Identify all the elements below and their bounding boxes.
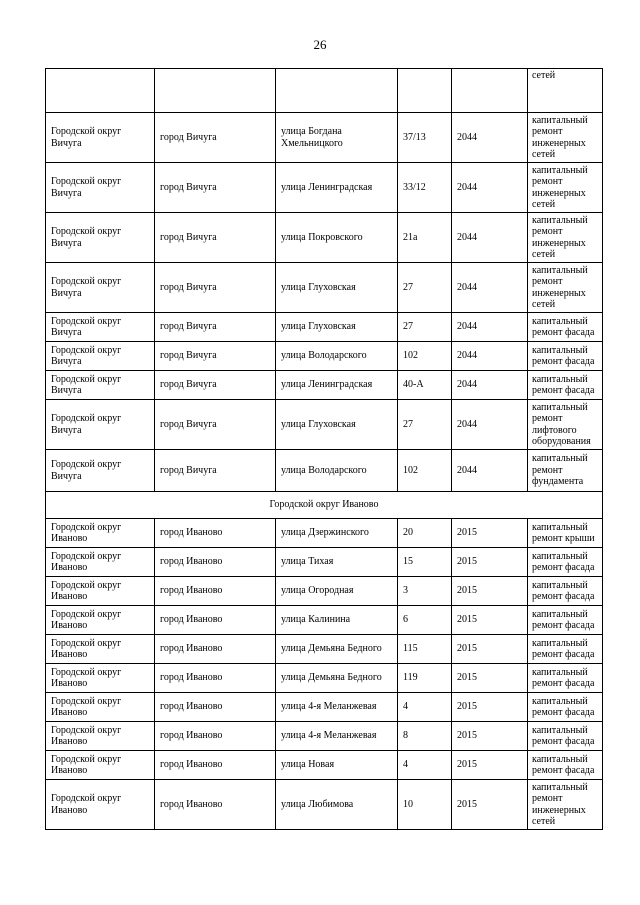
work-type-cell: капитальный ремонт фасада — [528, 664, 603, 693]
street-cell — [276, 69, 398, 113]
work-type-cell: капитальный ремонт фасада — [528, 371, 603, 400]
street-cell: улица Богдана Хмельницкого — [276, 113, 398, 163]
year-cell: 2015 — [452, 635, 528, 664]
house-cell: 21а — [398, 213, 452, 263]
house-cell: 10 — [398, 780, 452, 830]
settlement-cell: город Иваново — [155, 693, 276, 722]
municipality-cell: Городской округ Иваново — [46, 635, 155, 664]
work-type-cell: капитальный ремонт фундамента — [528, 450, 603, 492]
table-row — [46, 163, 603, 213]
year-cell: 2015 — [452, 577, 528, 606]
work-type-cell: капитальный ремонт лифтового оборудования — [528, 400, 603, 450]
municipality-cell: Городской округ Вичуга — [46, 213, 155, 263]
settlement-cell: город Иваново — [155, 664, 276, 693]
table-row — [46, 113, 603, 163]
street-cell: улица Володарского — [276, 450, 398, 492]
year-cell: 2015 — [452, 606, 528, 635]
work-type-cell: капитальный ремонт фасада — [528, 548, 603, 577]
house-cell: 115 — [398, 635, 452, 664]
table-row — [46, 313, 603, 342]
work-type-cell: капитальный ремонт инженерных сетей — [528, 263, 603, 313]
work-type-cell: капитальный ремонт фасада — [528, 722, 603, 751]
house-cell: 102 — [398, 450, 452, 492]
table-row — [46, 780, 603, 830]
municipality-cell: Городской округ Вичуга — [46, 263, 155, 313]
section-header-row — [46, 492, 603, 519]
street-cell: улица Огородная — [276, 577, 398, 606]
settlement-cell: город Иваново — [155, 722, 276, 751]
street-cell: улица Глуховская — [276, 313, 398, 342]
street-cell: улица Ленинградская — [276, 371, 398, 400]
municipality-cell: Городской округ Иваново — [46, 519, 155, 548]
settlement-cell: город Вичуга — [155, 163, 276, 213]
municipality-cell: Городской округ Иваново — [46, 722, 155, 751]
year-cell: 2015 — [452, 548, 528, 577]
section-title: Городской округ Иваново — [46, 492, 603, 519]
year-cell: 2015 — [452, 722, 528, 751]
year-cell: 2015 — [452, 519, 528, 548]
settlement-cell: город Иваново — [155, 548, 276, 577]
table-row — [46, 69, 603, 113]
house-cell: 40-А — [398, 371, 452, 400]
street-cell: улица Дзержинского — [276, 519, 398, 548]
work-type-cell: капитальный ремонт фасада — [528, 635, 603, 664]
table-row — [46, 664, 603, 693]
year-cell: 2044 — [452, 400, 528, 450]
work-type-cell: капитальный ремонт фасада — [528, 313, 603, 342]
street-cell: улица Глуховская — [276, 263, 398, 313]
municipality-cell: Городской округ Вичуга — [46, 400, 155, 450]
table-row — [46, 213, 603, 263]
settlement-cell: город Вичуга — [155, 371, 276, 400]
street-cell: улица 4-я Меланжевая — [276, 722, 398, 751]
municipality-cell: Городской округ Иваново — [46, 577, 155, 606]
work-type-cell: капитальный ремонт фасада — [528, 606, 603, 635]
street-cell: улица Демьяна Бедного — [276, 664, 398, 693]
municipality-cell: Городской округ Вичуга — [46, 371, 155, 400]
settlement-cell: город Иваново — [155, 577, 276, 606]
street-cell: улица Новая — [276, 751, 398, 780]
settlement-cell: город Вичуга — [155, 400, 276, 450]
table-row — [46, 606, 603, 635]
year-cell: 2044 — [452, 342, 528, 371]
table-row — [46, 577, 603, 606]
year-cell: 2044 — [452, 263, 528, 313]
house-cell: 27 — [398, 400, 452, 450]
table-row — [46, 548, 603, 577]
table-row — [46, 400, 603, 450]
house-cell: 3 — [398, 577, 452, 606]
municipality-cell: Городской округ Иваново — [46, 780, 155, 830]
settlement-cell: город Вичуга — [155, 263, 276, 313]
page-number: 26 — [313, 37, 327, 52]
street-cell: улица Покровского — [276, 213, 398, 263]
house-cell: 15 — [398, 548, 452, 577]
house-cell: 102 — [398, 342, 452, 371]
settlement-cell: город Иваново — [155, 635, 276, 664]
year-cell: 2015 — [452, 664, 528, 693]
work-type-cell: капитальный ремонт фасада — [528, 693, 603, 722]
street-cell: улица Глуховская — [276, 400, 398, 450]
work-type-cell: капитальный ремонт инженерных сетей — [528, 780, 603, 830]
municipality-cell: Городской округ Иваново — [46, 751, 155, 780]
table-row — [46, 751, 603, 780]
settlement-cell: город Вичуга — [155, 213, 276, 263]
municipality-cell: Городской округ Иваново — [46, 664, 155, 693]
work-type-cell: капитальный ремонт фасада — [528, 751, 603, 780]
street-cell: улица Ленинградская — [276, 163, 398, 213]
house-cell: 6 — [398, 606, 452, 635]
house-cell: 27 — [398, 263, 452, 313]
house-cell: 4 — [398, 751, 452, 780]
house-cell: 119 — [398, 664, 452, 693]
street-cell: улица Калинина — [276, 606, 398, 635]
year-cell: 2044 — [452, 163, 528, 213]
municipality-cell — [46, 69, 155, 113]
street-cell: улица Тихая — [276, 548, 398, 577]
house-cell — [398, 69, 452, 113]
work-type-cell: капитальный ремонт фасада — [528, 577, 603, 606]
work-type-cell: капитальный ремонт инженерных сетей — [528, 163, 603, 213]
house-cell: 33/12 — [398, 163, 452, 213]
municipality-cell: Городской округ Иваново — [46, 693, 155, 722]
settlement-cell: город Иваново — [155, 519, 276, 548]
year-cell: 2044 — [452, 213, 528, 263]
table-row — [46, 519, 603, 548]
street-cell: улица Демьяна Бедного — [276, 635, 398, 664]
work-type-cell: капитальный ремонт фасада — [528, 342, 603, 371]
municipality-cell: Городской округ Вичуга — [46, 313, 155, 342]
house-cell: 27 — [398, 313, 452, 342]
municipality-cell: Городской округ Иваново — [46, 548, 155, 577]
table-row — [46, 371, 603, 400]
work-type-cell: капитальный ремонт инженерных сетей — [528, 113, 603, 163]
house-cell: 8 — [398, 722, 452, 751]
municipality-cell: Городской округ Вичуга — [46, 163, 155, 213]
year-cell — [452, 69, 528, 113]
municipality-cell: Городской округ Вичуга — [46, 450, 155, 492]
street-cell: улица Володарского — [276, 342, 398, 371]
settlement-cell: город Вичуга — [155, 450, 276, 492]
work-type-cell: капитальный ремонт крыши — [528, 519, 603, 548]
table-row — [46, 450, 603, 492]
settlement-cell: город Иваново — [155, 751, 276, 780]
municipality-cell: Городской округ Вичуга — [46, 342, 155, 371]
year-cell: 2015 — [452, 780, 528, 830]
year-cell: 2044 — [452, 450, 528, 492]
municipality-cell: Городской округ Вичуга — [46, 113, 155, 163]
table-row — [46, 635, 603, 664]
house-cell: 4 — [398, 693, 452, 722]
table-row — [46, 693, 603, 722]
settlement-cell: город Вичуга — [155, 342, 276, 371]
street-cell: улица Любимова — [276, 780, 398, 830]
year-cell: 2044 — [452, 113, 528, 163]
house-cell: 20 — [398, 519, 452, 548]
house-cell: 37/13 — [398, 113, 452, 163]
work-type-cell: капитальный ремонт инженерных сетей — [528, 213, 603, 263]
settlement-cell: город Иваново — [155, 780, 276, 830]
year-cell: 2015 — [452, 693, 528, 722]
year-cell: 2044 — [452, 313, 528, 342]
settlement-cell: город Иваново — [155, 606, 276, 635]
settlement-cell — [155, 69, 276, 113]
repair-schedule-table — [45, 68, 603, 830]
settlement-cell: город Вичуга — [155, 313, 276, 342]
table-row — [46, 342, 603, 371]
table-row — [46, 263, 603, 313]
table-row — [46, 722, 603, 751]
year-cell: 2015 — [452, 751, 528, 780]
municipality-cell: Городской округ Иваново — [46, 606, 155, 635]
settlement-cell: город Вичуга — [155, 113, 276, 163]
work-type-cell: сетей — [528, 69, 603, 113]
street-cell: улица 4-я Меланжевая — [276, 693, 398, 722]
year-cell: 2044 — [452, 371, 528, 400]
